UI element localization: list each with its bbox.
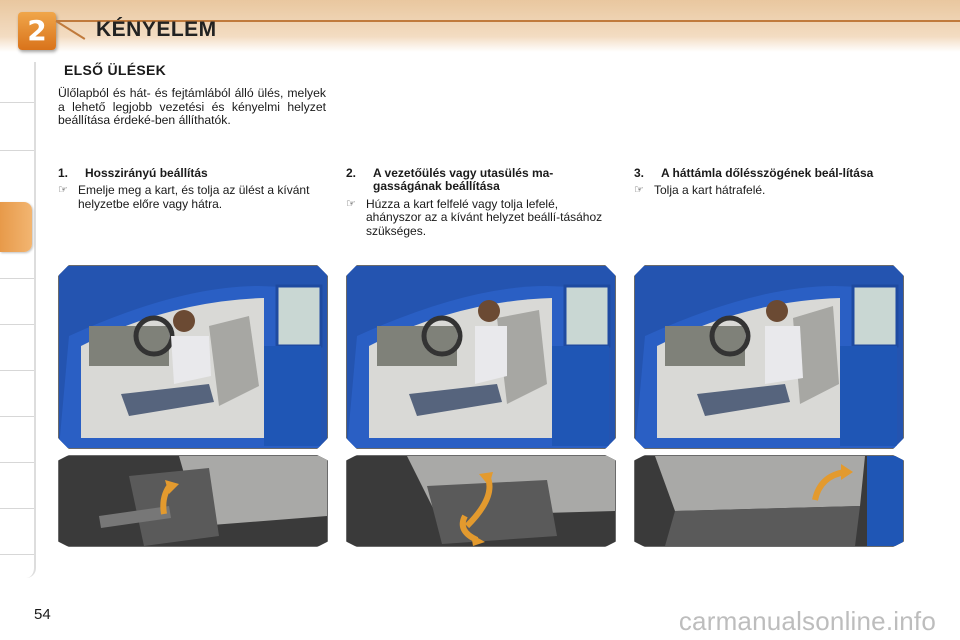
pointing-hand-icon: ☞	[346, 197, 356, 210]
pointing-hand-icon: ☞	[58, 184, 68, 197]
step-title	[346, 167, 616, 194]
car-interior-illustration-3	[634, 265, 904, 449]
chapter-tab-active[interactable]	[0, 202, 32, 252]
seat-lever-closeup-1	[58, 455, 328, 547]
chapter-tab-divider	[0, 102, 34, 103]
step-instruction-text: Emelje meg a kart, és tolja az ülést a kívánt helyzetbe előre vagy hátra.	[78, 183, 310, 211]
chapter-tab-divider	[0, 416, 34, 417]
watermark: carmanualsonline.info	[678, 606, 936, 636]
pointing-hand-icon: ☞	[634, 184, 644, 197]
seat-lever-closeup-3	[634, 455, 904, 547]
step-number: 3.	[634, 166, 645, 180]
step-instruction	[58, 184, 328, 211]
chapter-tab-divider	[0, 150, 34, 151]
section-title: ELSŐ ÜLÉSEK	[64, 62, 167, 78]
chapter-tab-divider	[0, 554, 34, 555]
page-number: 54	[34, 606, 51, 623]
car-interior-illustration-2	[346, 265, 616, 449]
chapter-tab-divider	[0, 278, 34, 279]
seat-lever-closeup-2	[346, 455, 616, 547]
chapter-title: KÉNYELEM	[96, 18, 217, 41]
chapter-tab-divider	[0, 370, 34, 371]
step-instruction	[634, 184, 904, 197]
step-height	[346, 167, 616, 238]
step-number: 1.	[58, 166, 69, 180]
step-longitudinal	[58, 167, 328, 211]
step-title-text: Hosszirányú beállítás	[85, 166, 208, 180]
step-instruction-text: Húzza a kart felfelé vagy tolja lefelé, ahányszor az a kívánt helyzet beállí-tásához szükséges.	[366, 196, 603, 238]
step-number: 2.	[346, 166, 357, 180]
step-title-text: A vezetőülés vagy utasülés ma-gasságának beállítása	[373, 166, 554, 194]
chapter-number-badge: 2	[18, 12, 56, 50]
step-title	[634, 167, 904, 180]
chapter-tab-strip	[0, 62, 36, 578]
chapter-tab-divider	[0, 324, 34, 325]
step-instruction	[346, 198, 616, 238]
step-title	[58, 167, 328, 180]
chapter-tab-divider	[0, 462, 34, 463]
step-title-text: A háttámla dőlésszögének beál-lítása	[661, 166, 874, 180]
step-backrest	[634, 167, 904, 198]
section-intro: Ülőlapból és hát- és fejtámlából álló ülés, melyek a lehető legjobb vezetési és kényelmi helyzet beállítása érdeké-ben állíthatók.	[58, 86, 326, 128]
step-instruction-text: Tolja a kart hátrafelé.	[654, 183, 766, 198]
chapter-tab-divider	[0, 508, 34, 509]
car-interior-illustration-1	[58, 265, 328, 449]
